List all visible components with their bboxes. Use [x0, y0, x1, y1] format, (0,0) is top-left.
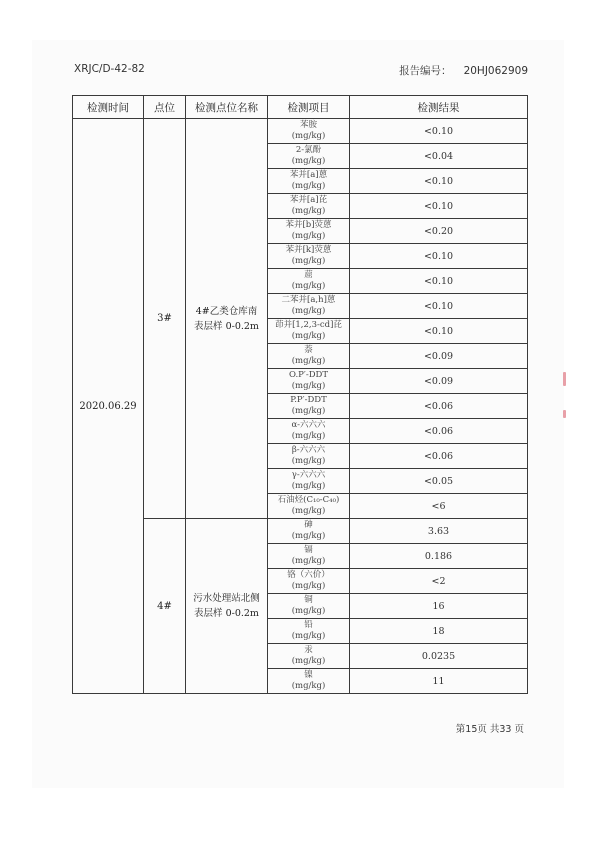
point-cell: 3# [144, 119, 186, 519]
test-item-cell [268, 319, 350, 344]
test-item-name: 铬（六价） [287, 570, 330, 580]
test-item-name: 萘 [304, 345, 313, 355]
test-item-name: 苯并[a]蒽 [289, 170, 328, 180]
test-item-unit: (mg/kg) [291, 256, 326, 266]
test-item-cell [268, 419, 350, 444]
test-item-cell [268, 469, 350, 494]
result-cell: <0.10 [350, 244, 528, 269]
table-body [73, 119, 528, 694]
test-item-cell [268, 394, 350, 419]
result-cell: <0.10 [350, 319, 528, 344]
test-item-unit: (mg/kg) [291, 231, 326, 241]
test-item-cell [268, 119, 350, 144]
result-cell: 11 [350, 669, 528, 694]
test-item-unit: (mg/kg) [291, 506, 326, 516]
result-cell: <0.10 [350, 269, 528, 294]
result-cell: 16 [350, 594, 528, 619]
test-item-cell [268, 494, 350, 519]
test-item-unit: (mg/kg) [291, 431, 326, 441]
result-cell: 0.186 [350, 544, 528, 569]
table-row [73, 119, 528, 144]
test-item-name: 砷 [304, 520, 313, 530]
result-cell: <0.06 [350, 394, 528, 419]
test-item-name: 苯并[b]荧蒽 [285, 220, 332, 230]
column-header: 检测项目 [268, 96, 350, 119]
test-item-name: α-六六六 [291, 420, 326, 430]
test-item-unit: (mg/kg) [291, 356, 326, 366]
test-item-name: 2-氯酚 [295, 145, 322, 155]
test-item-cell [268, 519, 350, 544]
test-item-name: 茚并[1,2,3-cd]芘 [275, 320, 342, 330]
test-item-cell [268, 369, 350, 394]
test-item-cell [268, 144, 350, 169]
test-item-cell [268, 169, 350, 194]
test-item-name: 汞 [304, 645, 313, 655]
result-cell: <0.09 [350, 344, 528, 369]
stamp-edge-mark [563, 410, 566, 418]
test-item-unit: (mg/kg) [291, 131, 326, 141]
report-number [399, 63, 528, 78]
test-item-unit: (mg/kg) [291, 606, 326, 616]
test-item-unit: (mg/kg) [291, 531, 326, 541]
result-cell: <0.10 [350, 119, 528, 144]
table-header-row [73, 96, 528, 119]
test-item-name: 镉 [304, 545, 313, 555]
test-item-name: 石油烃(C₁₀-C₄₀) [277, 495, 340, 505]
result-cell: <0.04 [350, 144, 528, 169]
test-item-unit: (mg/kg) [291, 681, 326, 691]
test-item-unit: (mg/kg) [291, 281, 326, 291]
test-item-name: O.P′-DDT [289, 370, 328, 380]
point-cell: 4# [144, 519, 186, 694]
test-item-cell [268, 594, 350, 619]
result-cell: <0.10 [350, 294, 528, 319]
result-cell: <0.05 [350, 469, 528, 494]
result-cell: <2 [350, 569, 528, 594]
test-item-name: 苯并[a]芘 [289, 195, 328, 205]
results-table [72, 95, 528, 694]
test-item-name: γ-六六六 [291, 470, 326, 480]
test-item-name: 䓛 [304, 270, 313, 280]
page-number: 第15页 共33 页 [455, 724, 524, 735]
test-item-cell [268, 444, 350, 469]
test-item-unit: (mg/kg) [291, 456, 326, 466]
test-item-unit: (mg/kg) [291, 656, 326, 666]
column-header: 检测结果 [350, 96, 528, 119]
doc-code: XRJC/D-42-82 [74, 63, 145, 75]
test-item-unit: (mg/kg) [291, 206, 326, 216]
test-item-name: 镍 [304, 670, 313, 680]
test-item-cell [268, 619, 350, 644]
test-item-unit: (mg/kg) [291, 331, 326, 341]
test-item-cell [268, 644, 350, 669]
test-item-unit: (mg/kg) [291, 381, 326, 391]
result-cell: <0.06 [350, 419, 528, 444]
test-item-cell [268, 194, 350, 219]
location-cell: 污水处理站北侧表层样 0-0.2m [186, 519, 268, 694]
test-item-unit: (mg/kg) [291, 556, 326, 566]
result-cell: <0.20 [350, 219, 528, 244]
result-cell: <6 [350, 494, 528, 519]
test-item-unit: (mg/kg) [291, 306, 326, 316]
test-item-name: 铜 [304, 595, 313, 605]
column-header: 点位 [144, 96, 186, 119]
result-cell: 3.63 [350, 519, 528, 544]
test-item-name: 二苯并[a,h]蒽 [281, 295, 336, 305]
test-item-cell [268, 544, 350, 569]
test-item-cell [268, 294, 350, 319]
test-item-cell [268, 219, 350, 244]
test-item-name: 苯并[k]荧蒽 [285, 245, 332, 255]
test-item-cell [268, 569, 350, 594]
test-item-name: P.P′-DDT [290, 395, 327, 405]
column-header: 检测点位名称 [186, 96, 268, 119]
test-item-name: β-六六六 [291, 445, 326, 455]
result-cell: 18 [350, 619, 528, 644]
stamp-edge-mark [563, 372, 566, 386]
result-cell: 0.0235 [350, 644, 528, 669]
test-item-cell [268, 669, 350, 694]
test-item-unit: (mg/kg) [291, 156, 326, 166]
result-cell: <0.10 [350, 169, 528, 194]
test-item-unit: (mg/kg) [291, 181, 326, 191]
report-number-value: 20HJ062909 [463, 65, 528, 77]
test-item-unit: (mg/kg) [291, 481, 326, 491]
test-item-cell [268, 269, 350, 294]
result-cell: <0.06 [350, 444, 528, 469]
column-header: 检测时间 [73, 96, 144, 119]
result-cell: <0.09 [350, 369, 528, 394]
report-number-label: 报告编号： [399, 65, 452, 77]
test-item-unit: (mg/kg) [291, 406, 326, 416]
test-item-name: 苯胺 [299, 120, 317, 130]
test-item-name: 铅 [304, 620, 313, 630]
location-cell: 4#乙类仓库南表层样 0-0.2m [186, 119, 268, 519]
test-item-unit: (mg/kg) [291, 581, 326, 591]
test-item-cell [268, 244, 350, 269]
test-date-cell: 2020.06.29 [73, 119, 144, 694]
result-cell: <0.10 [350, 194, 528, 219]
test-item-unit: (mg/kg) [291, 631, 326, 641]
test-item-cell [268, 344, 350, 369]
